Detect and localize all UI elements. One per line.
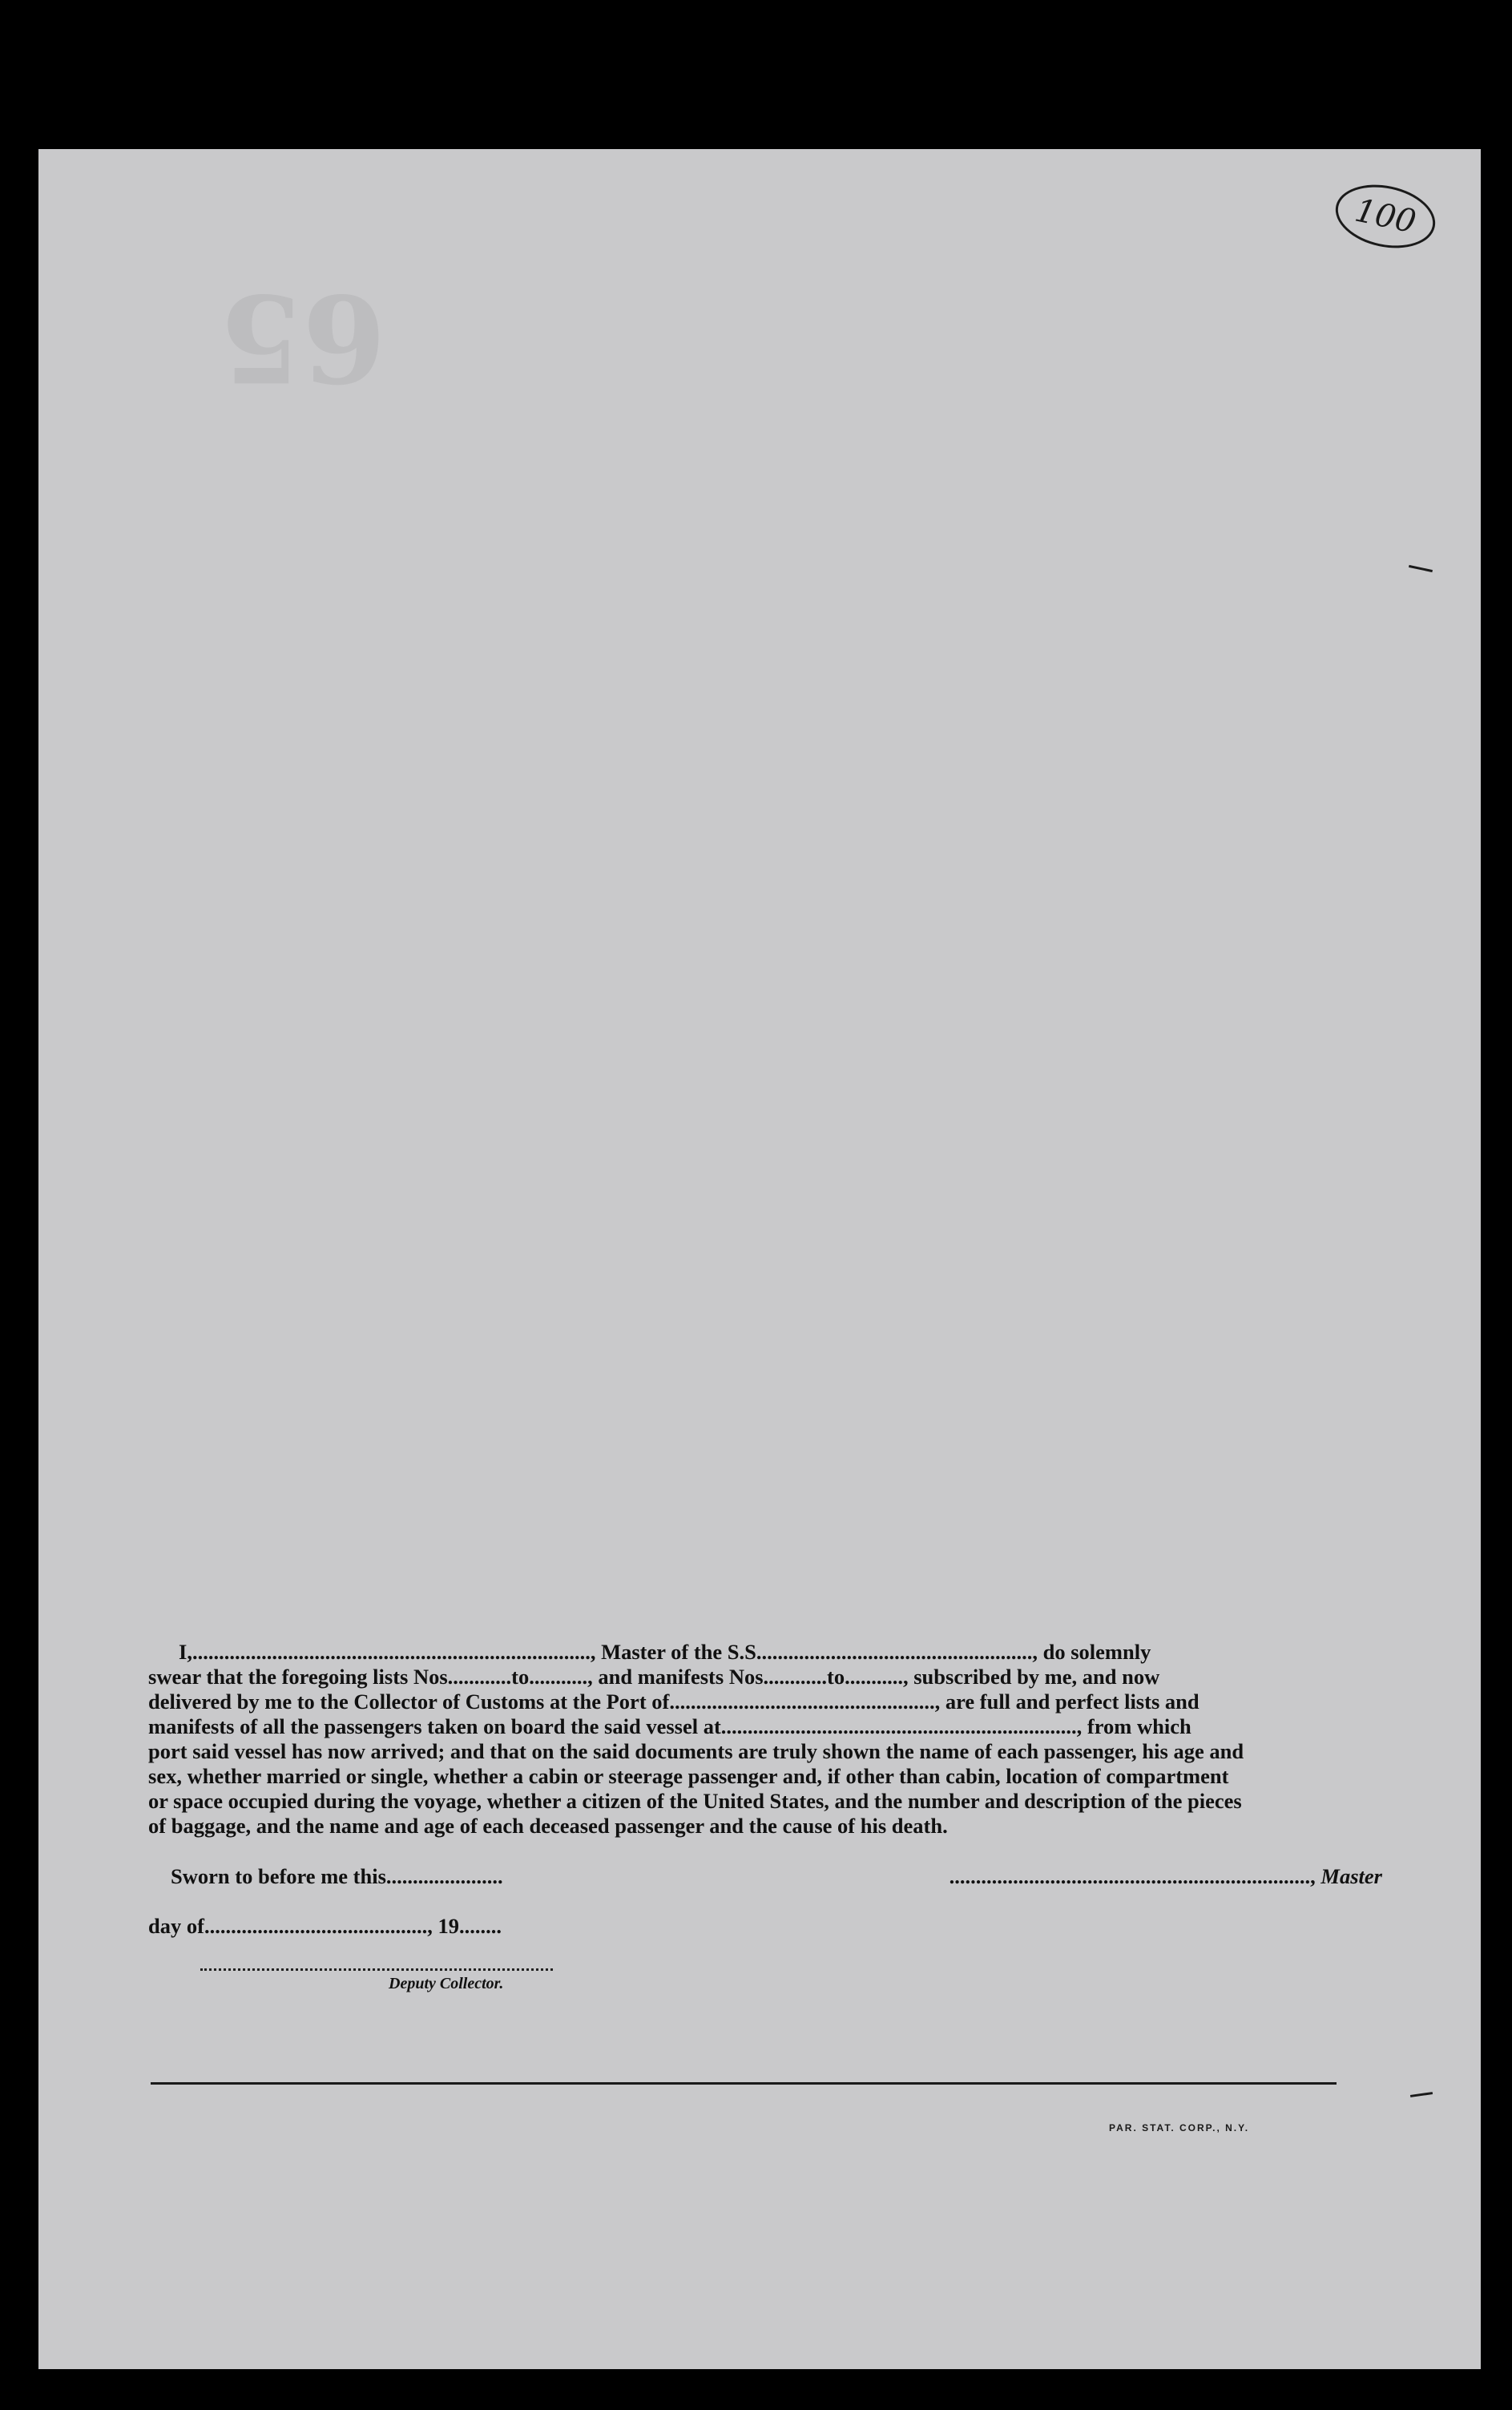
master-signature-line xyxy=(856,1864,1382,1889)
margin-tick xyxy=(1410,2092,1433,2097)
oath-line: delivered by me to the Collector of Customs at the Port of.................................................., are full and perfect lists and xyxy=(148,1689,1200,1714)
oath-line: port said vessel has now arrived; and that on the said documents are truly shown the name of each passenger, his age and xyxy=(148,1739,1244,1763)
master-oath-paragraph xyxy=(148,1640,1382,1839)
day-of-line: day of.........................................., 19........ xyxy=(148,1914,502,1938)
document-page xyxy=(38,149,1481,2369)
printer-imprint: PAR. STAT. CORP., N.Y. xyxy=(1109,2122,1250,2133)
master-title: Master xyxy=(1320,1864,1382,1888)
deputy-collector-title: Deputy Collector. xyxy=(389,1975,504,1992)
sworn-before-line: Sworn to before me this...................... xyxy=(171,1864,503,1888)
oath-line: I,..........................................................................., Master of the S.S...................................................., do solemnly xyxy=(179,1640,1151,1664)
oath-line: or space occupied during the voyage, whether a citizen of the United States, and the number and description of the pieces xyxy=(148,1789,1242,1813)
oath-line: manifests of all the passengers taken on board the said vessel at..................................................................., from which xyxy=(148,1714,1191,1738)
deputy-collector-signature-line xyxy=(200,1968,553,1971)
oath-line: sex, whether married or single, whether a cabin or steerage passenger and, if other than cabin, location of compartment xyxy=(148,1764,1229,1788)
footer-rule xyxy=(151,2082,1337,2085)
margin-tick xyxy=(1409,565,1433,572)
ghost-stamp-number: 65 xyxy=(219,267,386,408)
folio-number-stamp: 100 xyxy=(1329,176,1441,257)
master-signature-dots: ...................................................................., xyxy=(949,1864,1316,1888)
oath-line: of baggage, and the name and age of each deceased passenger and the cause of his death. xyxy=(148,1814,948,1838)
oath-line: swear that the foregoing lists Nos............to..........., and manifests Nos............to..........., subscribed by me, and now xyxy=(148,1665,1160,1689)
